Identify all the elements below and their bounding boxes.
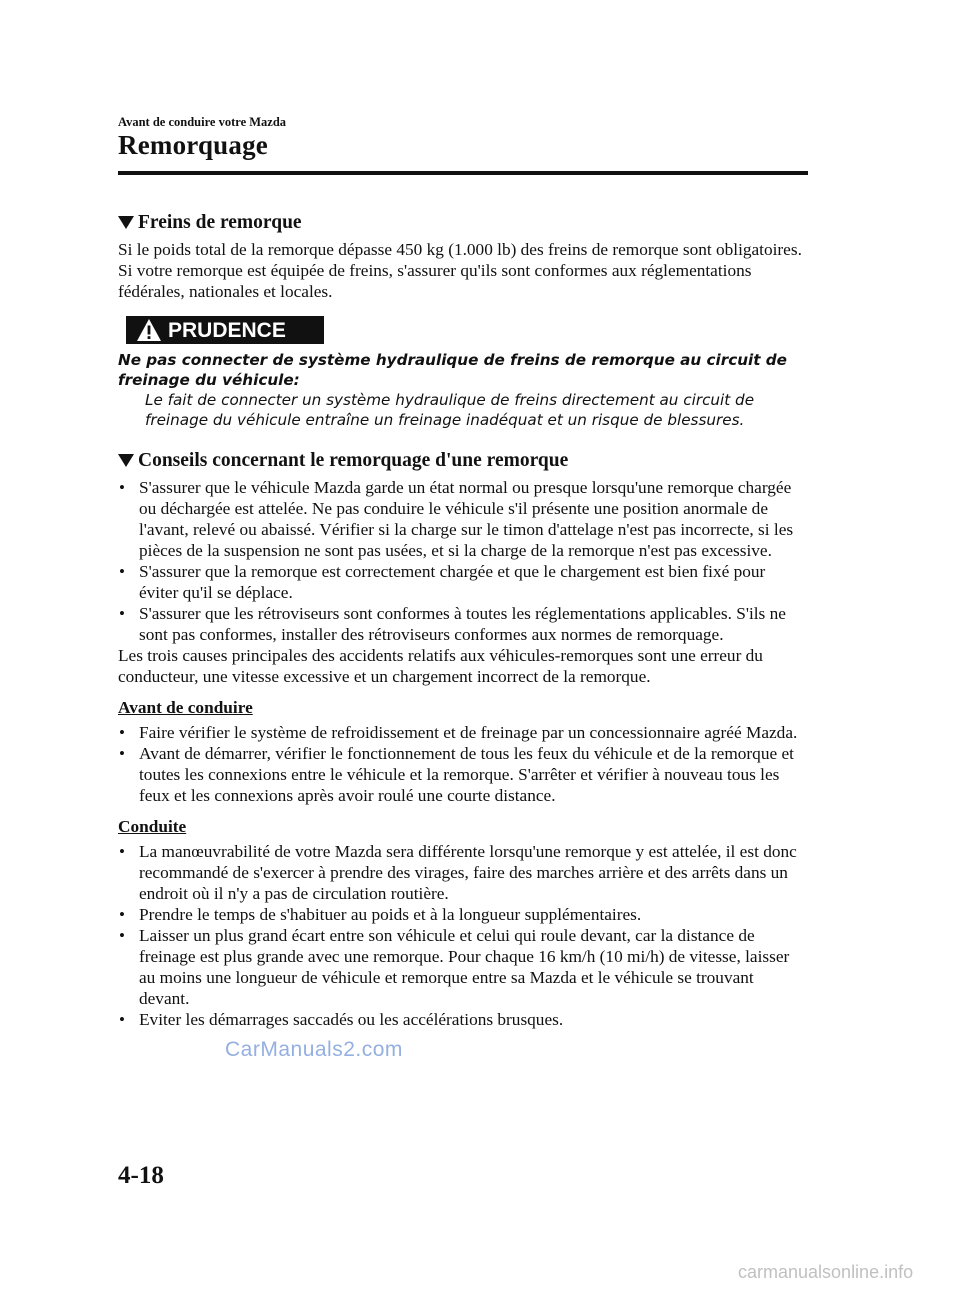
page-title: Remorquage: [118, 130, 268, 160]
caution-body: Le fait de connecter un système hydraulique de freins directement au circuit de freinage du véhicule entraîne un freinage inadéquat et un risque de blessures.: [145, 391, 755, 429]
triangle-marker-icon: [118, 454, 134, 467]
brakes-heading-text: Freins de remorque: [138, 212, 302, 233]
list-item: • Eviter les démarrages saccadés ou les accélérations brusques.: [118, 1009, 808, 1030]
list-item: • S'assurer que le véhicule Mazda garde un état normal ou presque lorsqu'une remorque chargée ou déchargée est attelée. Ne pas conduire le véhicule s'il présente une position anormale de l'avant, relevé ou abaissé. Vérifier si la charge sur le timon d'attelage n'est pas incorrecte, si les pièces de la suspension ne sont pas usées, et si la charge de la remorque n'est pas excessive.: [118, 477, 808, 561]
driving-heading: Conduite: [118, 817, 187, 836]
list-item: • La manœuvrabilité de votre Mazda sera différente lorsqu'une remorque y est attelée, il est donc recommandé de s'exercer à prendre des virages, faire des marches arrière et des arrêts dans un endroit où il n'y a pas de circulation routière.: [118, 841, 808, 904]
driving-list: [118, 841, 808, 1030]
list-item: • S'assurer que les rétroviseurs sont conformes à toutes les réglementations applicables. S'ils ne sont pas conformes, installer des rétroviseurs conformes aux normes de remorquage.: [118, 603, 808, 645]
list-item: • Avant de démarrer, vérifier le fonctionnement de tous les feux du véhicule et de la remorque et toutes les connexions entre le véhicule et la remorque. S'arrêter et vérifier à nouveau tous les feux et les connexions après avoir roulé une courte distance.: [118, 743, 808, 806]
warning-icon: [136, 318, 162, 342]
caution-badge: [126, 316, 324, 344]
tips-list: [118, 477, 808, 645]
brakes-paragraph: Si le poids total de la remorque dépasse 450 kg (1.000 lb) des freins de remorque sont obligatoires. Si votre remorque est équipée de freins, s'assurer qu'ils sont conformes aux réglementations fédérales, nationales et locales.: [118, 240, 802, 301]
triangle-marker-icon: [118, 216, 134, 229]
tips-heading-text: Conseils concernant le remorquage d'une remorque: [138, 450, 569, 471]
list-item: • Laisser un plus grand écart entre son véhicule et celui qui roule devant, car la distance de freinage est plus grande avec une remorque. Pour chaque 16 km/h (10 mi/h) de vitesse, laisser au moins une longueur de véhicule et remorque entre sa Mazda et le véhicule se trouvant devant.: [118, 925, 808, 1009]
page-content: [118, 206, 808, 1030]
list-item: • S'assurer que la remorque est correctement chargée et que le chargement est bien fixé pour éviter qu'il se déplace.: [118, 561, 808, 603]
caution-label: PRUDENCE: [168, 318, 286, 342]
brakes-heading: [118, 212, 808, 233]
watermark-site: carmanualsonline.info: [738, 1262, 914, 1282]
before-driving-list: [118, 722, 808, 806]
page-number: 4-18: [118, 1162, 164, 1189]
list-item: • Prendre le temps de s'habituer au poids et à la longueur supplémentaires.: [118, 904, 808, 925]
watermark-logo: CarManuals2.com: [225, 1038, 403, 1061]
before-driving-heading: Avant de conduire: [118, 698, 253, 717]
list-item: • Faire vérifier le système de refroidissement et de freinage par un concessionnaire agréé Mazda.: [118, 722, 808, 743]
chapter-label: Avant de conduire votre Mazda: [118, 115, 287, 129]
caution-heading: Ne pas connecter de système hydraulique de freins de remorque au circuit de freinage du véhicule:: [118, 351, 787, 389]
tips-summary: Les trois causes principales des accidents relatifs aux véhicules-remorques sont une erreur du conducteur, une vitesse excessive et un chargement incorrect de la remorque.: [118, 646, 763, 686]
caution-text: [118, 350, 808, 430]
header-divider: [118, 171, 808, 175]
tips-heading: [118, 450, 808, 471]
